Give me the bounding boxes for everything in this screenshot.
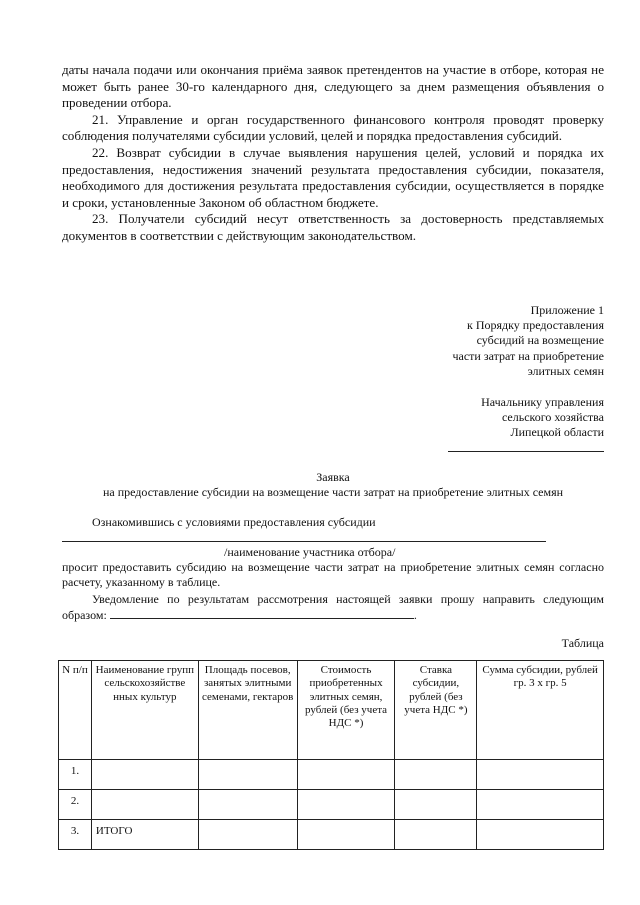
acquainted-text: Ознакомившись с условиями предоставления субсидии [92,515,376,529]
table-row [59,820,604,850]
table-cell: ИТОГО [91,820,198,850]
table-cell: 3. [59,820,92,850]
table-cell[interactable] [477,760,604,790]
table-header-cell: Ставка субсидии, рублей (без учета НДС *) [395,661,477,760]
appendix-line: к Порядку предоставления [466,318,604,333]
table-header-row [59,661,604,760]
table-cell[interactable] [477,820,604,850]
table-cell[interactable] [395,820,477,850]
form-title: Заявка [316,470,350,484]
table-header-cell: Площадь посевов, занятых элитными семенами, гектаров [198,661,297,760]
table-cell[interactable] [91,760,198,790]
appendix-line: элитных семян [527,363,604,378]
paragraph-continuation: даты начала подачи или окончания приёма заявок претендентов на участие в отборе, которая не может быть ранее 30-го календарного дня, следующего за днем размещения объявления о проведении отбора. [62,62,604,111]
body-text [62,62,604,245]
table-cell: 1. [59,760,92,790]
table-label: Таблица [561,636,604,650]
table-row [59,790,604,820]
appendix-line: части затрат на приобретение [452,348,604,363]
table-header-cell: Сумма субсидии, рублей гр. 3 х гр. 5 [477,661,604,760]
paragraph-23: 23. Получатели субсидий несут ответственность за достоверность представляемых документов в соответствии с действующим законодательством. [62,211,604,243]
participant-caption: /наименование участника отбора/ [224,545,396,559]
addressee-underline [448,451,604,452]
table-cell[interactable] [198,760,297,790]
subsidy-table [58,660,604,850]
table-cell[interactable] [91,790,198,820]
addressee-line: сельского хозяйства [501,410,604,425]
appendix-line: субсидий на возмещение [476,333,604,348]
appendix-header [452,303,604,379]
table-cell[interactable] [477,790,604,820]
addressee-line: Липецкой области [510,425,604,440]
table-row [59,760,604,790]
table-header-cell: N п/п [59,661,92,760]
notice-blank[interactable] [110,607,414,619]
paragraph-21: 21. Управление и орган государственного финансового контроля проводят проверку соблюдения получателями субсидии условий, целей и порядка предоставления субсидий. [62,111,604,144]
table-cell[interactable] [395,790,477,820]
notice-text: Уведомление по результатам рассмотрения настоящей заявки прошу направить следующим образом: . [62,592,604,622]
table-cell[interactable] [297,820,395,850]
table-cell[interactable] [198,790,297,820]
paragraph-22: 22. Возврат субсидии в случае выявления нарушения целей, условий и порядка их предоставления, недостижения значений результата предоставления субсидии, показателя, необходимого для достижения результата предоставления субсидии, осуществляется в порядке и сроки, установленные Законом об областном бюджете. [62,144,604,210]
appendix-line: Приложение 1 [530,303,604,317]
form-subtitle: на предоставление субсидии на возмещение части затрат на приобретение элитных семян [102,485,564,499]
request-text: просит предоставить субсидию на возмещение части затрат на приобретение элитных семян согласно расчету, указанному в таблице. [62,560,604,589]
table-cell[interactable] [297,760,395,790]
table-cell[interactable] [198,820,297,850]
table-header-cell: Стоимость приобретенных элитных семян, рублей (без учета НДС *) [297,661,395,760]
table-header-cell: Наименование групп сельскохозяйстве нных культур [91,661,198,760]
addressee-block [481,395,604,441]
participant-name-line [62,541,546,542]
addressee-line: Начальнику управления [481,395,604,409]
table-cell[interactable] [395,760,477,790]
notice-label: Уведомление по результатам рассмотрения настоящей заявки прошу направить следующим образом: [62,592,604,622]
table-cell[interactable] [297,790,395,820]
table-cell: 2. [59,790,92,820]
